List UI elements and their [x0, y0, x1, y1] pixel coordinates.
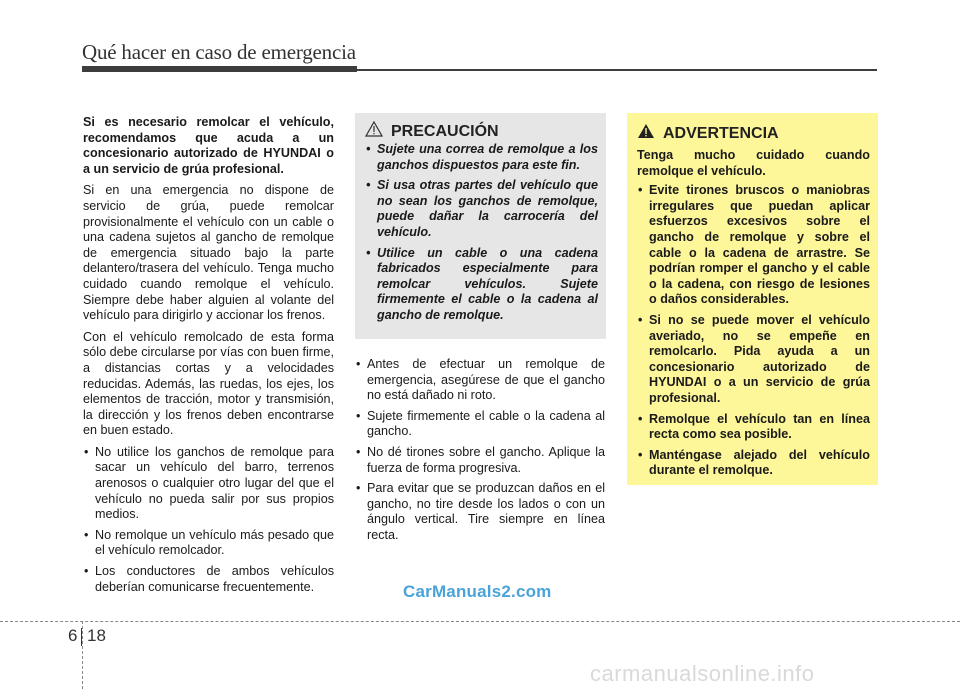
list-item: • Para evitar que se produzcan daños en el gancho, no tire desde los lados o con un ángulo vertical. Tire siempre en línea recta.: [355, 481, 605, 543]
page-header-title: Qué hacer en caso de emergencia: [82, 40, 356, 64]
list-item: • Los conductores de ambos vehículos deberían comunicarse frecuentemente.: [83, 564, 334, 595]
header-rule-thick: [82, 66, 357, 72]
body-paragraph: Con el vehículo remolcado de esta forma sólo debe circularse por vías con buen firme, a distancias cortas y a velocidades reducidas. Además, las ruedas, los ejes, los elementos de tracción, motor y transmisión, la dirección y los frenos deben encontrarse en buen estado.: [83, 329, 334, 438]
list-item: • No remolque un vehículo más pesado que el vehículo remolcador.: [83, 528, 334, 559]
list-item: • No dé tirones sobre el gancho. Aplique la fuerza de forma progresiva.: [355, 445, 605, 476]
list-item: • Si usa otras partes del vehículo que no sean los ganchos de remolque, puede dañar la carrocería del vehículo.: [365, 178, 598, 240]
chapter-number: 6: [68, 626, 78, 645]
caution-title: PRECAUCIÓN: [391, 122, 499, 140]
list-item: • No utilice los ganchos de remolque para sacar un vehículo del barro, terrenos arenosos o cualquier otro lugar del que el vehículo no pueda salir por sus propios medios.: [83, 445, 334, 523]
warning-box: [627, 113, 878, 485]
list-item: • Antes de efectuar un remolque de emergencia, asegúrese de que el gancho no está dañado ni roto.: [355, 357, 605, 404]
caution-triangle-outline-icon: [365, 121, 383, 142]
warning-list: [637, 183, 870, 479]
warning-body: [637, 148, 870, 479]
footer-dashed-rule: [0, 621, 960, 622]
list-item: • Utilice un cable o una cadena fabricados especialmente para remolcar vehículos. Sujete firmemente el cable o la cadena al gancho de remolque.: [365, 246, 598, 324]
header-rule-thin: [357, 69, 877, 71]
left-bullet-list: [83, 445, 334, 595]
list-item: • Si no se puede mover el vehículo averiado, no se empeñe en remolcarlo. Pida ayuda a un concesionario autorizado de HYUNDAI o a un servicio de grúa profesional.: [637, 313, 870, 407]
list-item: • Sujete firmemente el cable o la cadena al gancho.: [355, 409, 605, 440]
page-number: 18: [87, 626, 106, 645]
footer-dashed-vertical-rule: [82, 621, 83, 689]
site-watermark: carmanualsonline.info: [590, 661, 815, 686]
left-column: [83, 115, 334, 600]
caution-box: [355, 113, 606, 339]
list-item: • Manténgase alejado del vehículo durante el remolque.: [637, 448, 870, 479]
warning-title: ADVERTENCIA: [663, 124, 779, 142]
lead-paragraph: Si es necesario remolcar el vehículo, recomendamos que acuda a un concesionario autorizado de HYUNDAI o a un servicio de grúa profesional.: [83, 115, 334, 176]
page-number-divider: [81, 628, 82, 646]
middle-bullet-list: [355, 357, 605, 544]
warning-triangle-filled-icon: [637, 123, 655, 144]
caution-list: [365, 142, 598, 324]
caution-header: [365, 121, 598, 142]
list-item: • Sujete una correa de remolque a los ganchos dispuestos para este fin.: [365, 142, 598, 173]
warning-intro: Tenga mucho cuidado cuando remolque el vehículo.: [637, 148, 870, 178]
body-paragraph: Si en una emergencia no dispone de servicio de grúa, puede remolcar provisionalmente el vehículo con un cable o una cadena sujetos al gancho de remolque de emergencia situado bajo la parte delantero/trasera del vehículo. Tenga mucho cuidado cuando remolque el vehículo. Siempre debe haber alguien al volante del vehículo para dirigirlo y accionar los frenos.: [83, 183, 334, 323]
warning-header: [637, 123, 870, 144]
middle-column: [355, 357, 605, 549]
list-item: • Evite tirones bruscos o maniobras irregulares que puedan aplicar esfuerzos excesivos sobre el gancho de remolque y sobre el cable o la cadena de arrastre. Se podrían romper el gancho y el cable o la cadena, con riesgo de lesiones o daños considerables.: [637, 183, 870, 308]
carmanuals-watermark: CarManuals2.com: [403, 582, 552, 601]
list-item: • Remolque el vehículo tan en línea recta como sea posible.: [637, 412, 870, 443]
